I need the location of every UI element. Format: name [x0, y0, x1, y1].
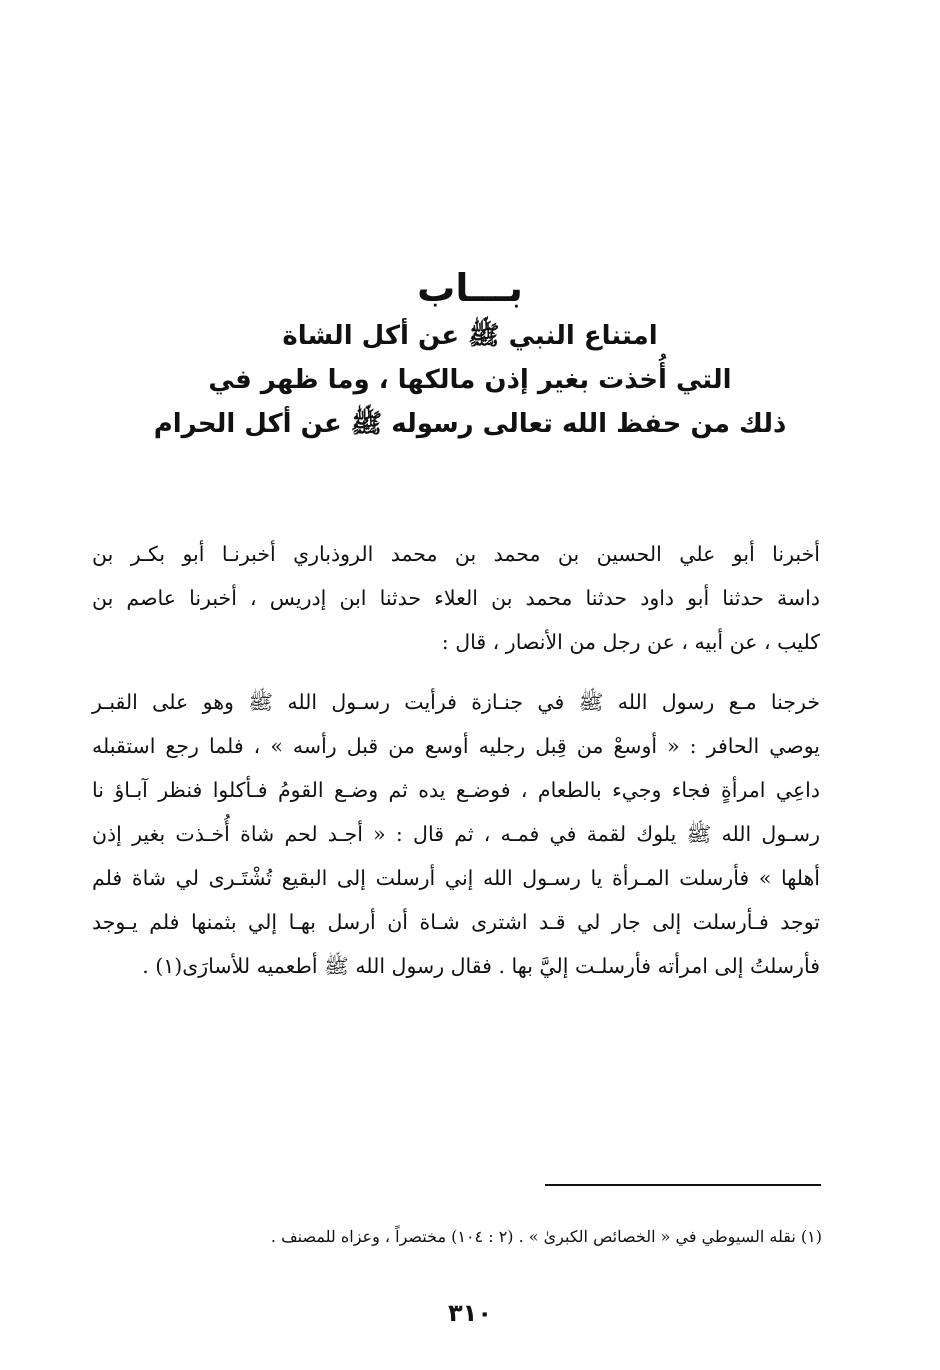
chapter-title-line-2: التي أُخذت بغير إذن مالكها ، وما ظهر في — [208, 365, 732, 395]
page-number: ٣١٠ — [448, 1299, 492, 1327]
footnote-divider — [545, 1184, 821, 1186]
hadith-line: فأرسلتُ إلى امرأته فأرسلـت إليَّ بها . فقال رسول الله ﷺ أطعميه للأسارَى(١) . — [142, 954, 820, 978]
hadith-line: يوصي الحافر : « أوسعْ من قِبل رجليه أوسع من قبل رأسه » ، فلما رجع استقبله — [92, 734, 820, 758]
hadith-line: خرجنا مـع رسول الله ﷺ في جنـازة فرأيت رسـول الله ﷺ وهو على القبـر — [92, 690, 820, 714]
chapter-title-line-1: امتناع النبي ﷺ عن أكل الشاة — [282, 321, 658, 351]
isnad-line: داسة حدثنا أبو داود حدثنا محمد بن العلاء حدثنا ابن إدريس ، أخبرنا عاصم بن — [92, 586, 820, 610]
chapter-heading — [120, 262, 820, 446]
isnad-paragraph — [92, 532, 820, 664]
hadith-line: داعِي امرأةٍ فجاء وجيء بالطعام ، فوضـع يده ثم وضـع القومُ فـأكلوا فنظر آبـاؤ نا — [92, 778, 820, 802]
hadith-line: أهلها » فأرسلت المـرأة يا رسـول الله إني أرسلت إلى البقيع تُشْتَـرى لي شاة فلم — [92, 866, 820, 890]
isnad-line: كليب ، عن أبيه ، عن رجل من الأنصار ، قال : — [441, 630, 820, 654]
hadith-line: توجد فـأرسلت إلى جار لي قـد اشترى شـاة أن أرسل بهـا إلي بثمنها فلم يـوجد — [92, 910, 820, 934]
isnad-line: أخبرنا أبو علي الحسين بن محمد بن محمد الروذباري أخبرنـا أبو بكـر بن — [92, 542, 820, 566]
chapter-title-line-3: ذلك من حفظ الله تعالى رسوله ﷺ عن أكل الحرام — [153, 409, 787, 439]
footnote: (١) نقله السيوطي في « الخصائص الكبرىٰ » . (٢ : ١٠٤) مختصراً ، وعزاه للمصنف . — [270, 1227, 822, 1246]
hadith-text-paragraph — [92, 680, 820, 988]
hadith-line: رسـول الله ﷺ يلوك لقمة في فمـه ، ثم قال : « أجـد لحم شاة أُخـذت بغير إذن — [92, 822, 820, 846]
chapter-label: بـــاب — [417, 266, 523, 310]
